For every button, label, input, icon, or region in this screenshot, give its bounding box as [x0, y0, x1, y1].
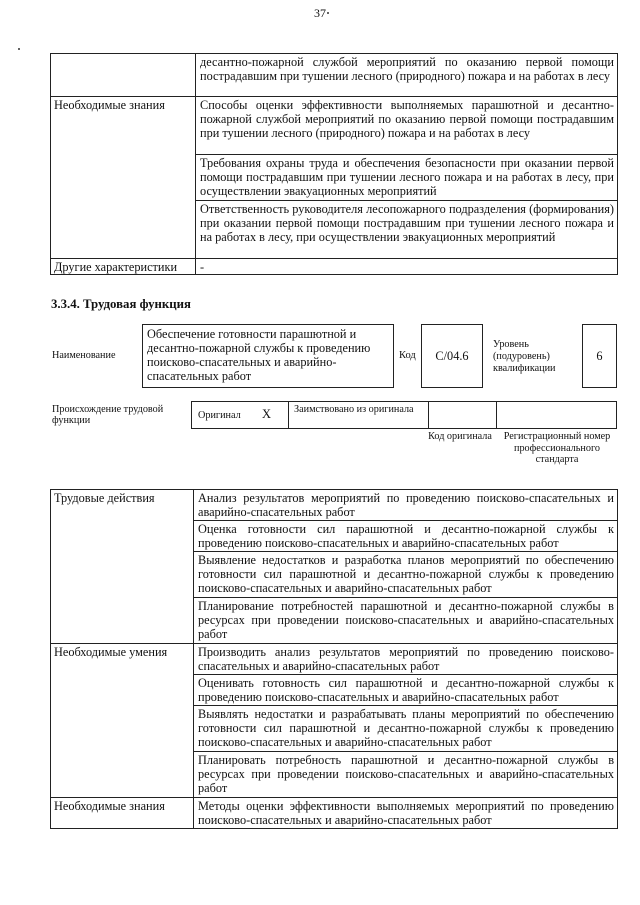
level-label: Уровень (подуровень) квалификации [493, 339, 556, 374]
row-label [51, 54, 196, 97]
row-label: Необходимые знания [51, 97, 196, 259]
origin-label: Происхождение трудовой функции [52, 404, 164, 426]
code-original-label: Код оригинала [428, 431, 492, 442]
borrowed-label: Заимствовано из оригинала [294, 404, 414, 415]
scan-dot [18, 48, 20, 50]
row-item: Оценка готовности сил парашютной и десантно-пожарной службы к проведению поисково-спасательных и аварийно-спасательных работ [194, 521, 618, 552]
row-label: Необходимые умения [51, 644, 194, 798]
original-mark: X [262, 407, 272, 421]
scan-dot [327, 12, 329, 14]
top-requirements-table [50, 53, 618, 275]
row-item: Способы оценки эффективности выполняемых парашютной и десантно-пожарной службой мероприятий по оказанию первой помощи пострадавшим при тушении лесного (природного) пожара и на работах в лесу [196, 97, 618, 155]
row-item: Ответственность руководителя лесопожарного подразделения (формирования) при оказании первой помощи пострадавшим при тушении лесного пожара и на работах в лесу, при осуществлении эвакуационных мероприятий [196, 201, 618, 259]
code-box: C/04.6 [421, 324, 483, 388]
table-row [51, 97, 618, 155]
section-heading: 3.3.4. Трудовая функция [51, 297, 191, 311]
level-box: 6 [582, 324, 617, 388]
table-row [51, 490, 618, 521]
row-item: - [196, 259, 618, 275]
function-name-box: Обеспечение готовности парашютной и десантно-пожарной службы к проведению поисково-спасательных и аварийно-спасательных работ [142, 324, 394, 388]
borrowed-cell [289, 402, 429, 428]
row-label: Необходимые знания [51, 798, 194, 829]
code-original-cell [429, 402, 497, 428]
origin-row [191, 401, 617, 429]
row-item: Планирование потребностей парашютной и десантно-пожарной службы в ресурсах при проведении поисково-спасательных и аварийно-спасательных работ [194, 598, 618, 644]
row-item: Выявление недостатков и разработка планов мероприятий по обеспечению готовности сил парашютной и десантно-пожарной службы к проведению поисково-спасательных и аварийно-спасательных работ [194, 552, 618, 598]
row-item: Выявлять недостатки и разрабатывать планы мероприятий по обеспечению готовности сил парашютной и десантно-пожарной службы к проведению поисково-спасательных и аварийно-спасательных работ [194, 706, 618, 752]
row-item: Оценивать готовность сил парашютной и десантно-пожарной службы к проведению поисково-спасательных и аварийно-спасательных работ [194, 675, 618, 706]
code-label: Код [399, 350, 416, 361]
row-item: Методы оценки эффективности выполняемых мероприятий по проведению поисково-спасательных и аварийно-спасательных работ [194, 798, 618, 829]
original-label: Оригинал [198, 410, 241, 421]
name-label: Наименование [52, 350, 116, 361]
row-item: Анализ результатов мероприятий по проведению поисково-спасательных и аварийно-спасательных работ [194, 490, 618, 521]
row-label: Трудовые действия [51, 490, 194, 644]
row-item: Требования охраны труда и обеспечения безопасности при оказании первой помощи пострадавшим при тушении лесного пожара и на работах в лесу, при осуществлении эвакуационных мероприятий [196, 155, 618, 201]
original-cell [192, 402, 289, 428]
row-item: десантно-пожарной службой мероприятий по оказанию первой помощи пострадавшим при тушении лесного (природного) пожара и на работах в лесу [196, 54, 618, 97]
table-row [51, 54, 618, 97]
page-number: 37 [314, 6, 326, 20]
row-item: Планировать потребность парашютной и десантно-пожарной службы в ресурсах при проведении поисково-спасательных и аварийно-спасательных работ [194, 752, 618, 798]
reg-number-label: Регистрационный номер профессионального стандарта [503, 431, 611, 465]
row-label: Другие характеристики [51, 259, 196, 275]
table-row [51, 798, 618, 829]
bottom-requirements-table [50, 489, 618, 829]
table-row [51, 644, 618, 675]
table-row [51, 259, 618, 275]
row-item: Производить анализ результатов мероприятий по проведению поисково-спасательных и аварийно-спасательных работ [194, 644, 618, 675]
